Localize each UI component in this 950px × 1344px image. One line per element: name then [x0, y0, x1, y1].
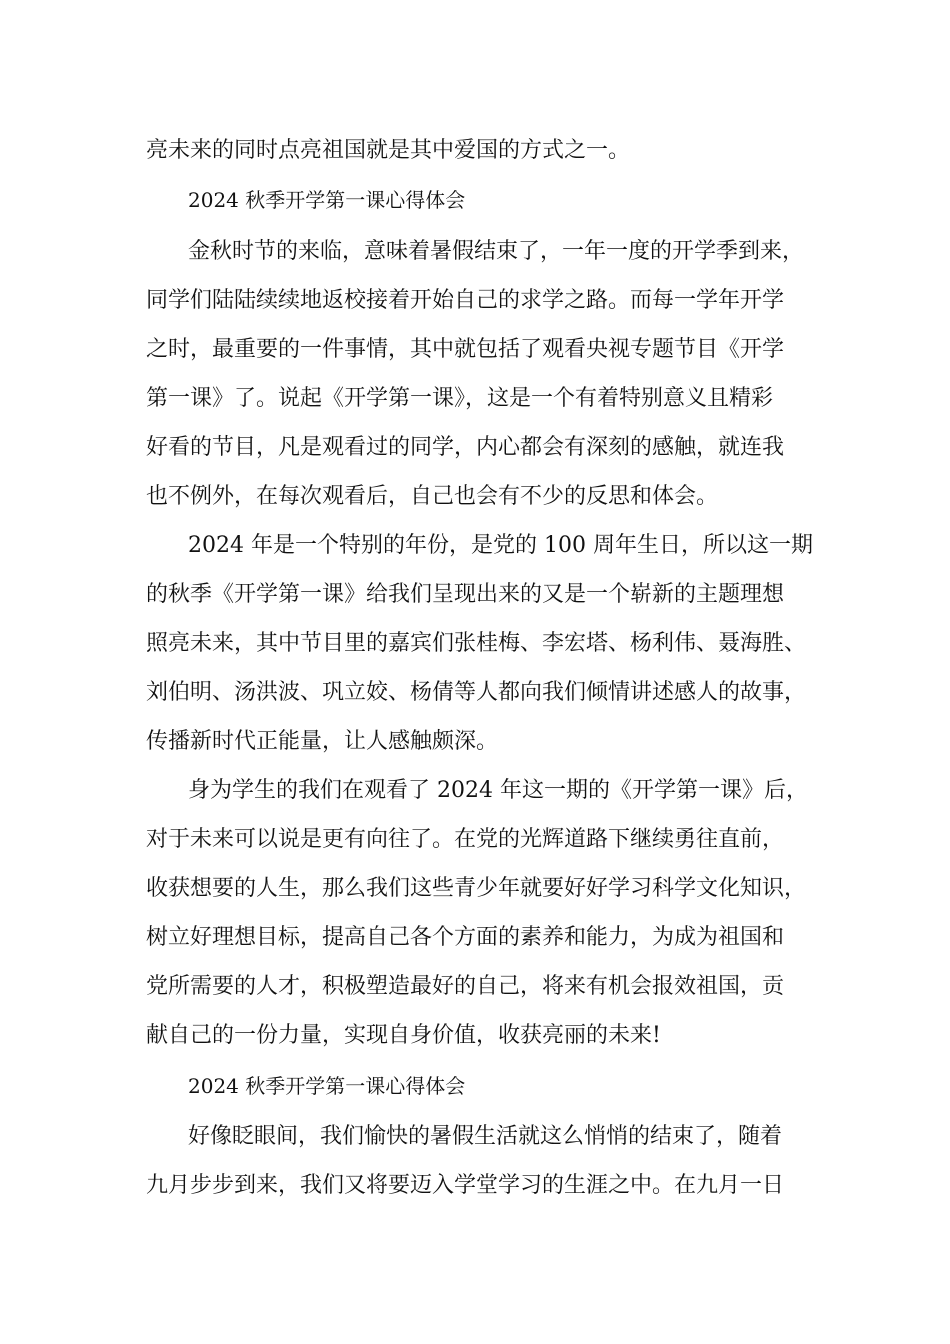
paragraph-line: 传播新时代正能量，让人感触颇深。 [146, 729, 499, 754]
paragraph-line: 献自己的一份力量，实现自身价值，收获亮丽的未来! [146, 1023, 661, 1048]
paragraph-line: 照亮未来，其中节目里的嘉宾们张桂梅、李宏塔、杨利伟、聂海胜、 [146, 631, 807, 656]
paragraph-line: 党所需要的人才，积极塑造最好的自己，将来有机会报效祖国，贡 [146, 974, 785, 999]
paragraph-line: 2024 年是一个特别的年份，是党的 100 周年生日，所以这一期 [188, 533, 813, 558]
section-heading: 2024 秋季开学第一课心得体会 [188, 1074, 466, 1098]
paragraph-line: 身为学生的我们在观看了 2024 年这一期的《开学第一课》后， [188, 778, 808, 803]
paragraph-line: 树立好理想目标，提高自己各个方面的素养和能力，为成为祖国和 [146, 925, 785, 950]
paragraph-line: 好看的节目，凡是观看过的同学，内心都会有深刻的感触，就连我 [146, 435, 785, 460]
paragraph-line: 好像眨眼间，我们愉快的暑假生活就这么悄悄的结束了，随着 [188, 1124, 783, 1149]
section-heading: 2024 秋季开学第一课心得体会 [188, 188, 466, 212]
paragraph-line: 刘伯明、汤洪波、巩立姣、杨倩等人都向我们倾情讲述感人的故事， [146, 680, 807, 705]
paragraph-line: 同学们陆陆续续地返校接着开始自己的求学之路。而每一学年开学 [146, 288, 785, 313]
paragraph-line: 的秋季《开学第一课》给我们呈现出来的又是一个崭新的主题理想 [146, 582, 785, 607]
paragraph-line: 九月步步到来，我们又将要迈入学堂学习的生涯之中。在九月一日 [146, 1173, 785, 1198]
paragraph-line: 对于未来可以说是更有向往了。在党的光辉道路下继续勇往直前， [146, 827, 785, 852]
paragraph-line: 收获想要的人生，那么我们这些青少年就要好好学习科学文化知识， [146, 876, 807, 901]
paragraph-line: 也不例外，在每次观看后，自己也会有不少的反思和体会。 [146, 484, 719, 509]
paragraph-line: 亮未来的同时点亮祖国就是其中爱国的方式之一。 [146, 138, 631, 163]
paragraph-line: 第一课》了。说起《开学第一课》，这是一个有着特别意义且精彩 [146, 386, 774, 411]
paragraph-line: 之时，最重要的一件事情，其中就包括了观看央视专题节目《开学 [146, 337, 785, 362]
paragraph-line: 金秋时节的来临，意味着暑假结束了，一年一度的开学季到来， [188, 239, 805, 264]
